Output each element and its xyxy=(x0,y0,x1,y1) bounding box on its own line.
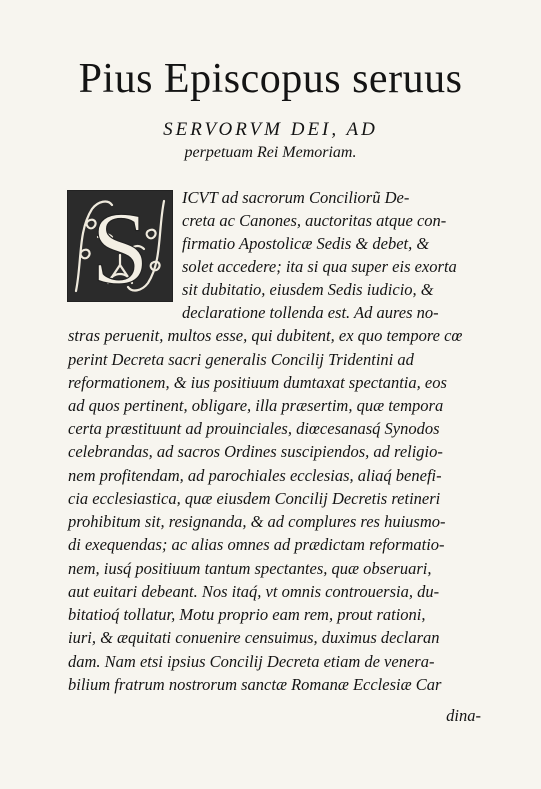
body-line-1: ICVT ad sacrorum Conciliorũ De- xyxy=(182,188,410,207)
catchword: dina- xyxy=(446,706,481,725)
body-line-2: creta ac Canones, auctoritas atque con- xyxy=(182,211,447,230)
body-line-12: celebrandas, ad sacros Ordines suscipiendos, ad religio- xyxy=(68,442,443,461)
body-line-22: bilium fratrum nostrorum sanctæ Romanæ Ecclesiæ Car xyxy=(68,675,442,694)
body-line-17: nem, iusq́ positiuum tantum spectantes, quæ obseruari, xyxy=(68,559,432,578)
initial-letter: S xyxy=(91,191,149,301)
body-line-13: nem profitendam, ad parochiales ecclesias, aliaq́ benefi- xyxy=(68,466,442,485)
body-line-5: sit dubitatio, eiusdem Sedis iudicio, & xyxy=(182,280,434,299)
body-line-9: reformationem, & ius positiuum dumtaxat spectantia, eos xyxy=(68,373,447,392)
subtitle-line-2: perpetuam Rei Memoriam. xyxy=(184,144,357,161)
body-line-16: di exequendas; ac alias omnes ad prædictam reformatio- xyxy=(68,535,445,554)
subtitle-line-1: SERVORVM DEI, AD xyxy=(163,119,378,140)
body-line-18: aut euitari debeant. Nos itaq́, vt omnis controuersia, du- xyxy=(68,582,440,601)
body-line-10: ad quos pertinent, obligare, illa præsertim, quæ tempora xyxy=(68,396,444,415)
body-line-4: solet accedere; ita si qua super eis exorta xyxy=(182,257,457,276)
body-line-7: stras peruenit, multos esse, qui dubitent, ex quo tempore cœ xyxy=(68,326,463,345)
body-line-19: bitatioq́ tollatur, Motu proprio eam rem, prout rationi, xyxy=(68,605,426,624)
ornamental-foliage-icon xyxy=(68,191,172,301)
body-line-20: iuri, & æquitati conuenire censuimus, duximus declaran xyxy=(68,628,440,647)
body-line-15: prohibitum sit, resignanda, & ad complures res huiusmo- xyxy=(68,512,446,531)
body-line-21: dam. Nam etsi ipsius Concilij Decreta etiam de venera- xyxy=(68,652,435,671)
body-line-14: cia ecclesiastica, quæ eiusdem Concilij Decretis retineri xyxy=(68,489,441,508)
body-line-8: perint Decreta sacri generalis Concilij Tridentini ad xyxy=(68,350,414,369)
body-line-3: firmatio Apostolicæ Sedis & debet, & xyxy=(182,234,430,253)
body-line-11: certa præstituunt ad prouinciales, diœcesanasq́ Synodos xyxy=(68,419,440,438)
body-line-6: declaratione tollenda est. Ad aures no- xyxy=(182,303,439,322)
page-title: Pius Episcopus seruus xyxy=(78,56,463,102)
decorated-initial xyxy=(67,190,173,302)
